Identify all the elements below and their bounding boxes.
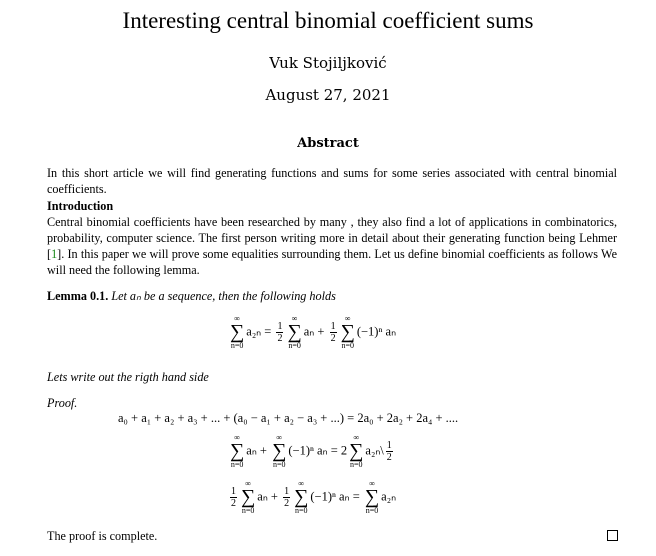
proof-label: Proof.: [47, 396, 78, 410]
paper-title: Interesting central binomial coefficient sums: [122, 8, 534, 33]
summation: ∞ ∑ n=0: [287, 314, 302, 350]
fraction: $\frac{1}{2}$: [231, 486, 236, 509]
summation: ∞ ∑ n=0: [349, 433, 364, 469]
summation: ∞ ∑ n=0: [230, 433, 245, 469]
summation: ∞ ∑ n=0: [294, 479, 309, 515]
intro-text-1: Central binomial coefficients have been researched by many , they also find a lot of applications in combinatorics, probability, computer science. The first person writing more in detail about their generating function being Lehmer [: [47, 215, 617, 261]
fraction: $\frac{1}{2}$: [284, 486, 290, 509]
proof-complete: The proof is complete.: [47, 529, 158, 543]
proof-line-1: a₀ + a₁ + a₂ + a₃ + ... + (a₀ − a₁ + a₂ − a₃ + ...) = 2a₀ + 2a₂ + 2a₄ + ....: [118, 411, 459, 425]
citation-link[interactable]: 1: [51, 247, 58, 261]
intro-paragraph: [47, 214, 617, 278]
intro-heading: Introduction: [47, 199, 114, 213]
summation: ∞ ∑ n=0: [272, 433, 287, 469]
lemma-label: Lemma 0.1.: [47, 289, 109, 303]
summation: ∞ ∑ n=0: [364, 479, 380, 515]
lemma-equation: ∞ ∑ n=0 a₂ₙ = $\frac{1}{2}$ ∞ ∑ n=0 aₙ + $\frac{1}{2}$ ∞ ∑ n=0 (−1)ⁿ aₙ: [230, 314, 397, 350]
proof-line-2: ∞ ∑ n=0 aₙ + ∞ ∑ n=0 (−1)ⁿ aₙ = 2 ∞ ∑ n=0 a₂ₙ\ $\frac{1}{2}$: [230, 433, 392, 469]
date: August 27, 2021: [265, 86, 391, 104]
author: Vuk Stojiljković: [269, 54, 387, 72]
fraction: $\frac{1}{2}$: [330, 321, 336, 344]
summation: ∞ ∑ n=0: [340, 314, 355, 350]
qed-box-icon: [607, 530, 618, 541]
fraction: $\frac{1}{2}$: [386, 440, 392, 463]
lemma-statement: Let aₙ be a sequence, then the following holds: [111, 289, 336, 303]
abstract-text: In this short article we will find generating functions and sums for some series associated with central binomial coefficients.: [47, 166, 617, 196]
abstract-heading: Abstract: [297, 136, 359, 151]
fraction: $\frac{1}{2}$: [277, 321, 283, 344]
proof-line-3: $\frac{1}{2}$ ∞ ∑ n=0 aₙ + $\frac{1}{2}$ ∞ ∑ n=0 (−1)ⁿ aₙ = ∞ ∑ n=0 a₂ₙ: [231, 479, 397, 515]
lemma: [47, 288, 617, 304]
summation: ∞ ∑ n=0: [241, 479, 256, 515]
summation: ∞ ∑ n=0: [230, 314, 245, 350]
intro-text-2: ]. In this paper we will prove some equalities surrounding them. Let us define binomial coefficients as follows We will need the following lemma.: [47, 247, 617, 277]
rhs-note: Lets write out the rigth hand side: [47, 370, 209, 384]
